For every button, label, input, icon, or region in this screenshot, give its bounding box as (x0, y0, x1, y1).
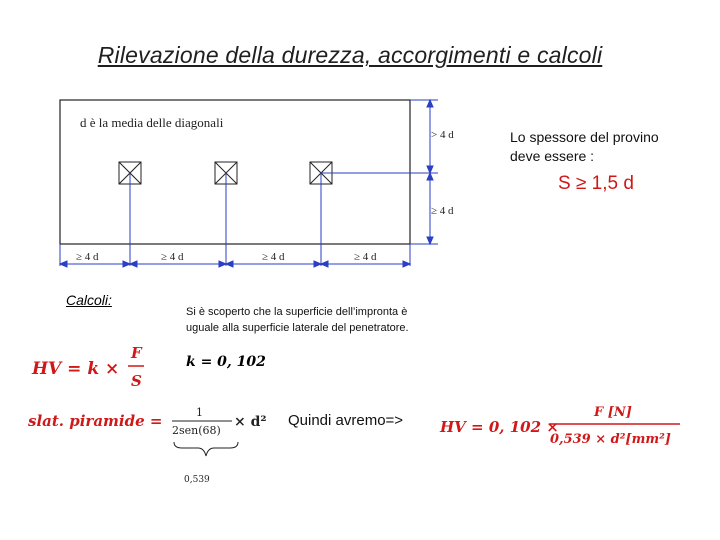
surface-note-line2: uguale alla superficie laterale del penetratore. (186, 322, 409, 334)
thickness-note-line1: Lo spessore del provino (510, 129, 659, 145)
diagram-caption: d è la media delle diagonali (80, 115, 224, 130)
hv2-left: HV = 0, 102 × (440, 418, 559, 436)
surface-note-line1: Si è scoperto che la superficie dell’impronta è (186, 306, 408, 318)
hv-denominator: S (131, 372, 142, 390)
right-dimension-line (410, 100, 438, 244)
bottom-label-3: ≥ 4 d (262, 251, 285, 263)
hv-numerator: F (131, 344, 142, 362)
underbrace (174, 442, 238, 456)
thickness-note (510, 128, 710, 166)
hv-formula (30, 342, 150, 398)
hv-formula-left: HV = k × (32, 359, 120, 379)
surface-note (186, 304, 466, 336)
hv2-numerator: F [N] (594, 405, 632, 420)
bottom-label-1: ≥ 4 d (76, 251, 99, 263)
calcoli-label: Calcoli: (66, 292, 112, 308)
slat-numerator: 1 (196, 406, 203, 419)
thickness-formula: S ≥ 1,5 d (558, 173, 634, 194)
slat-denominator: 2sen(68) (172, 424, 221, 437)
right-label-2: ≥ 4 d (431, 205, 454, 217)
bottom-label-4: ≥ 4 d (354, 251, 377, 263)
right-label-1: > 4 d (431, 129, 454, 141)
slide-title: Rilevazione della durezza, accorgimenti e calcoli (97, 42, 603, 68)
quindi-text: Quindi avremo=> (288, 412, 404, 429)
hv2-denominator: 0,539 × d²[mm²] (550, 432, 671, 447)
k-value: k = 0, 102 (186, 354, 266, 370)
slat-right: × d² (234, 414, 267, 430)
slat-left: slat. piramide = (28, 412, 163, 430)
bottom-label-2: ≥ 4 d (161, 251, 184, 263)
indentation-spacing-diagram (40, 90, 480, 270)
slat-value: 0,539 (184, 475, 210, 485)
hv-final-formula (438, 400, 698, 454)
thickness-note-line2: deve essere : (510, 148, 595, 164)
slat-piramide-formula (28, 402, 278, 492)
